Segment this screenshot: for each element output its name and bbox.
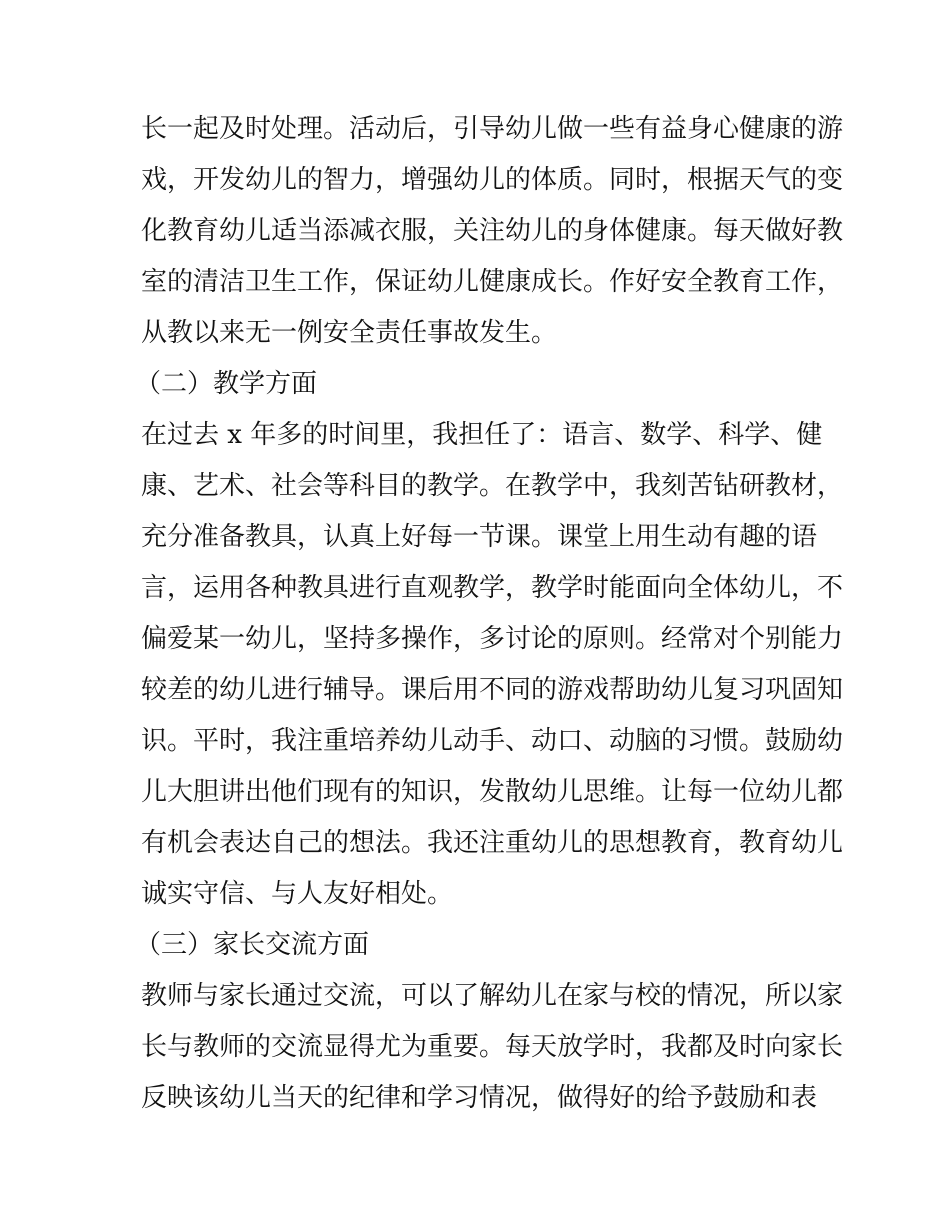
- text-line: 从教以来无一例安全责任事故发生。: [141, 318, 558, 348]
- text-line: 长与教师的交流显得尤为重要。每天放学时，我都及时向家长: [141, 1032, 844, 1062]
- text-line: 充分准备教具，认真上好每一节课。课堂上用生动有趣的语: [141, 522, 818, 552]
- text-line: 识。平时，我注重培养幼儿动手、动口、动脑的习惯。鼓励幼: [141, 726, 844, 756]
- section-heading-teaching: （二）教学方面: [135, 369, 318, 399]
- text-line: 长一起及时处理。活动后，引导幼儿做一些有益身心健康的游: [141, 114, 844, 144]
- section-heading-parent-communication: （三）家长交流方面: [135, 930, 370, 960]
- text-line: 戏，开发幼儿的智力，增强幼儿的体质。同时，根据天气的变: [141, 165, 844, 195]
- body-text: [135, 104, 844, 1124]
- text-line: 化教育幼儿适当添减衣服，关注幼儿的身体健康。每天做好教: [141, 216, 844, 246]
- text-line: 儿大胆讲出他们现有的知识，发散幼儿思维。让每一位幼儿都: [141, 777, 844, 807]
- text-line: 言，运用各种教具进行直观教学，教学时能面向全体幼儿，不: [141, 573, 844, 603]
- text-line: 反映该幼儿当天的纪律和学习情况，做得好的给予鼓励和表: [141, 1083, 818, 1113]
- text-line: 偏爱某一幼儿，坚持多操作，多讨论的原则。经常对个别能力: [141, 624, 844, 654]
- text-line: 诚实守信、与人友好相处。: [141, 879, 454, 909]
- text-line: 在过去 x 年多的时间里，我担任了：语言、数学、科学、健: [141, 420, 823, 450]
- text-line: 较差的幼儿进行辅导。课后用不同的游戏帮助幼儿复习巩固知: [141, 675, 844, 705]
- text-line: 室的清洁卫生工作，保证幼儿健康成长。作好安全教育工作，: [141, 267, 844, 297]
- text-line: 康、艺术、社会等科目的教学。在教学中，我刻苦钻研教材，: [141, 471, 844, 501]
- text-line: 有机会表达自己的想法。我还注重幼儿的思想教育，教育幼儿: [141, 828, 844, 858]
- text-line: 教师与家长通过交流，可以了解幼儿在家与校的情况，所以家: [141, 981, 844, 1011]
